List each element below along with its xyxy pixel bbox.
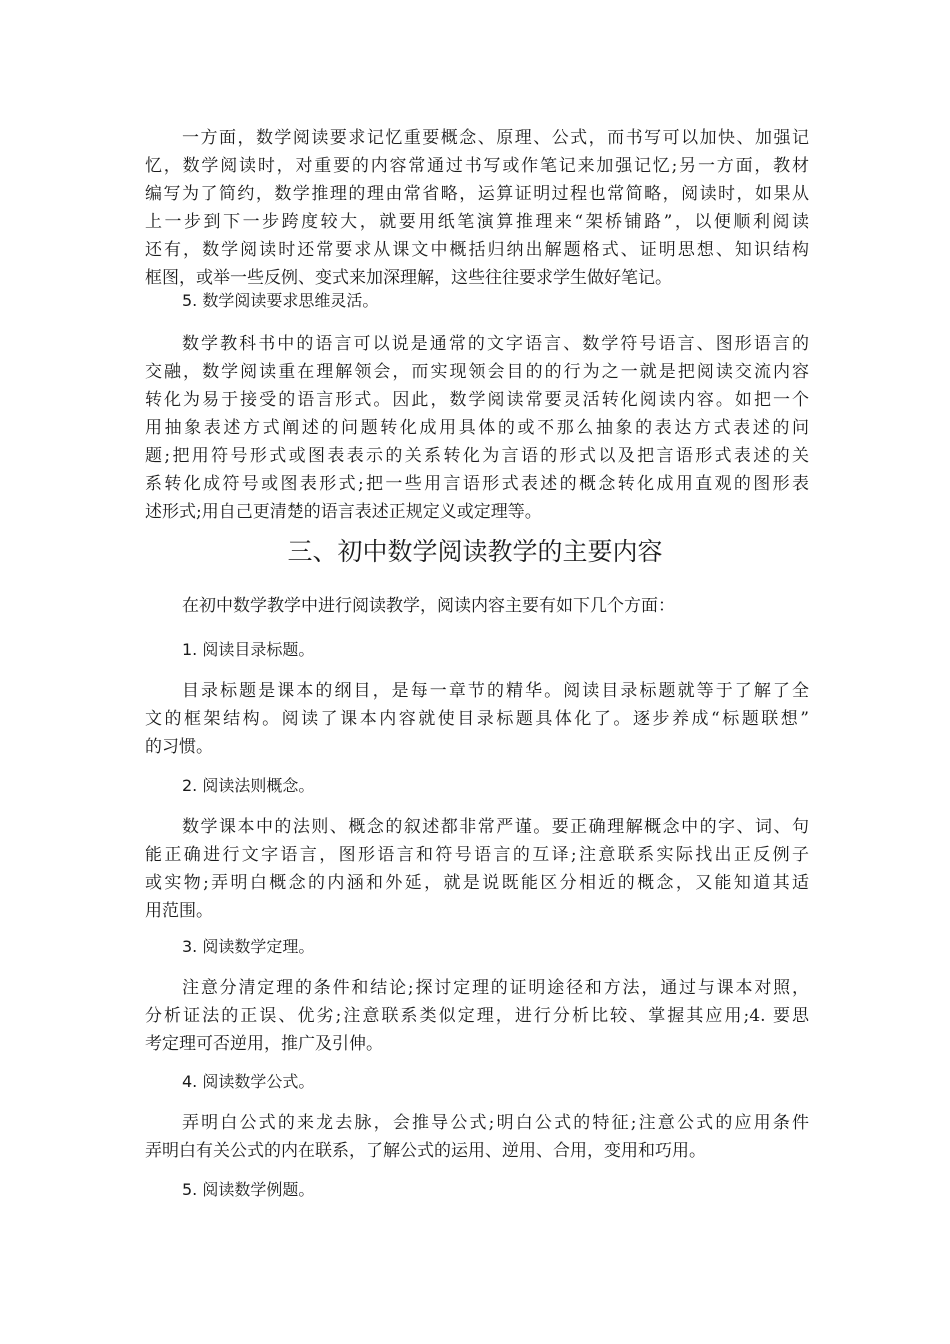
- paragraph-line: 一方面，数学阅读要求记忆重要概念、原理、公式，而书写可以加快、加强记: [182, 128, 809, 148]
- paragraph-line: 分析证法的正误、优劣;注意联系类似定理，进行分析比较、掌握其应用;4. 要思: [145, 1006, 809, 1026]
- paragraph-line: 转化为易于接受的语言形式。因此，数学阅读常要灵活转化阅读内容。如把一个: [145, 390, 809, 410]
- paragraph-line: 的习惯。: [145, 737, 213, 757]
- subsection-heading: 4. 阅读数学公式。: [182, 1072, 315, 1091]
- paragraph-line: 述形式;用自己更清楚的语言表述正规定义或定理等。: [145, 502, 542, 522]
- paragraph-line: 数学教科书中的语言可以说是通常的文字语言、数学符号语言、图形语言的: [182, 334, 809, 354]
- paragraph-line: 数学课本中的法则、概念的叙述都非常严谨。要正确理解概念中的字、词、句: [182, 817, 809, 837]
- paragraph-line: 弄明白有关公式的内在联系，了解公式的运用、逆用、合用，变用和巧用。: [145, 1141, 706, 1161]
- paragraph-line: 系转化成符号或图表形式;把一些用言语形式表述的概念转化成用直观的图形表: [145, 474, 809, 494]
- subsection-heading: 1. 阅读目录标题。: [182, 640, 315, 659]
- paragraph: [145, 813, 809, 925]
- paragraph-line: 注意分清定理的条件和结论;探讨定理的证明途径和方法，通过与课本对照，: [182, 978, 809, 998]
- paragraph-line: 用抽象表述方式阐述的问题转化成用具体的或不那么抽象的表达方式表述的问: [145, 418, 809, 438]
- paragraph-line: 在初中数学教学中进行阅读教学，阅读内容主要有如下几个方面：: [182, 596, 675, 616]
- paragraph-line: 还有，数学阅读时还常要求从课文中概括归纳出解题格式、证明思想、知识结构: [145, 240, 809, 260]
- paragraph-line: 上一步到下一步跨度较大，就要用纸笔演算推理来“架桥铺路”，以便顺利阅读: [145, 212, 809, 232]
- subsection-heading: 2. 阅读法则概念。: [182, 776, 315, 795]
- paragraph: [145, 124, 809, 292]
- paragraph-line: 弄明白公式的来龙去脉，会推导公式;明白公式的特征;注意公式的应用条件: [182, 1113, 809, 1133]
- paragraph: [145, 330, 809, 526]
- paragraph: [145, 592, 809, 620]
- paragraph: [145, 974, 809, 1058]
- paragraph-line: 题;把用符号形式或图表表示的关系转化为言语的形式以及把言语形式表述的关: [145, 446, 809, 466]
- paragraph-line: 考定理可否逆用，推广及引伸。: [145, 1034, 383, 1054]
- paragraph-line: 忆，数学阅读时，对重要的内容常通过书写或作笔记来加强记忆;另一方面，教材: [145, 156, 809, 176]
- paragraph: [145, 1109, 809, 1165]
- section-title: 三、初中数学阅读教学的主要内容: [287, 537, 663, 566]
- subsection-heading: 5. 阅读数学例题。: [182, 1180, 315, 1199]
- subsection-heading: 3. 阅读数学定理。: [182, 937, 315, 956]
- paragraph-line: 目录标题是课本的纲目，是每一章节的精华。阅读目录标题就等于了解了全: [182, 681, 809, 701]
- paragraph-line: 或实物;弄明白概念的内涵和外延，就是说既能区分相近的概念，又能知道其适: [145, 873, 809, 893]
- subsection-heading: 5. 数学阅读要求思维灵活。: [182, 291, 379, 310]
- paragraph-line: 能正确进行文字语言，图形语言和符号语言的互译;注意联系实际找出正反例子: [145, 845, 809, 865]
- paragraph-line: 编写为了简约，数学推理的理由常省略，运算证明过程也常简略，阅读时，如果从: [145, 184, 809, 204]
- paragraph-line: 框图，或举一些反例、变式来加深理解，这些往往要求学生做好笔记。: [145, 268, 672, 288]
- paragraph-line: 用范围。: [145, 901, 213, 921]
- paragraph: [145, 677, 809, 761]
- paragraph-line: 交融，数学阅读重在理解领会，而实现领会目的的行为之一就是把阅读交流内容: [145, 362, 809, 382]
- paragraph-line: 文的框架结构。阅读了课本内容就使目录标题具体化了。逐步养成“标题联想”: [145, 709, 809, 729]
